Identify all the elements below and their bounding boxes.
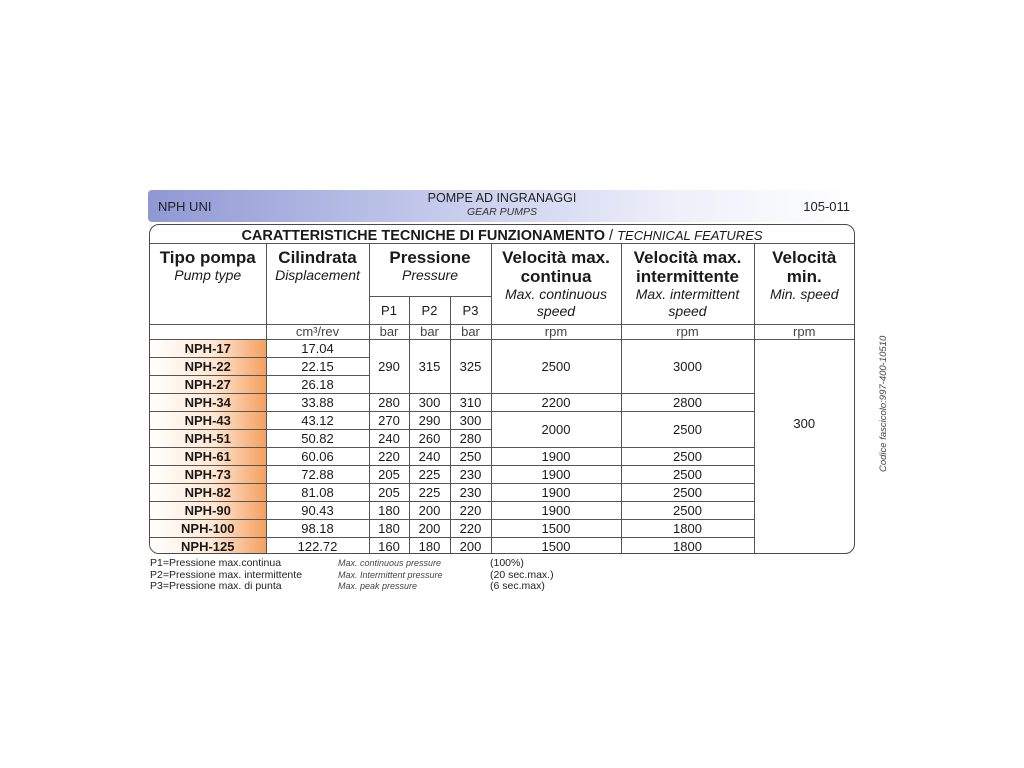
displacement-cell: 90.43 [266, 502, 369, 520]
col-header-p2: P2 [409, 297, 450, 325]
table-row [150, 538, 854, 555]
int-speed-cell: 2500 [621, 448, 754, 466]
col-header-displacement: Cilindrata Displacement [266, 244, 369, 325]
footnote-en: Max. Intermittent pressure [338, 569, 443, 580]
model-cell: NPH-34 [150, 394, 266, 412]
table-row [150, 412, 854, 430]
footnote-value: (100%) [490, 557, 524, 569]
p1-cell: 270 [369, 412, 409, 430]
p1-cell: 290 [369, 340, 409, 394]
unit-p2: bar [409, 325, 450, 340]
unit-p1: bar [369, 325, 409, 340]
displacement-cell: 81.08 [266, 484, 369, 502]
displacement-cell: 17.04 [266, 340, 369, 358]
table-row [150, 340, 854, 358]
cont-speed-cell: 1500 [491, 520, 621, 538]
displacement-cell: 50.82 [266, 430, 369, 448]
unit-p3: bar [450, 325, 491, 340]
footnote-value: (6 sec.max) [490, 580, 545, 592]
p2-cell: 315 [409, 340, 450, 394]
cont-speed-cell: 1900 [491, 466, 621, 484]
footnote-en: Max. continuous pressure [338, 558, 442, 568]
technical-table [150, 243, 854, 554]
series-label: NPH UNI [158, 199, 212, 214]
col-header-p3: P3 [450, 297, 491, 325]
footnote-en: Max. peak pressure [338, 581, 418, 591]
int-speed-cell: 1800 [621, 520, 754, 538]
unit-cont: rpm [491, 325, 621, 340]
displacement-cell: 26.18 [266, 376, 369, 394]
p2-cell: 300 [409, 394, 450, 412]
p2-cell: 260 [409, 430, 450, 448]
model-cell: NPH-100 [150, 520, 266, 538]
p2-cell: 225 [409, 484, 450, 502]
p1-cell: 180 [369, 502, 409, 520]
features-table-frame [149, 224, 855, 554]
footnote-it: P3=Pressione max. di punta [150, 580, 282, 592]
banner-title [148, 191, 856, 219]
p2-cell: 200 [409, 520, 450, 538]
int-speed-cell: 2500 [621, 412, 754, 448]
table-row [150, 520, 854, 538]
p2-cell: 290 [409, 412, 450, 430]
section-separator: / [605, 228, 618, 244]
cont-speed-cell: 1500 [491, 538, 621, 555]
model-cell: NPH-82 [150, 484, 266, 502]
p1-cell: 180 [369, 520, 409, 538]
footnote-value: (20 sec.max.) [490, 568, 554, 581]
int-speed-cell: 2500 [621, 502, 754, 520]
cont-speed-cell: 1900 [491, 448, 621, 466]
p3-cell: 230 [450, 484, 491, 502]
unit-empty [150, 325, 266, 340]
min-speed-cell: 300 [754, 340, 854, 555]
unit-displacement: cm³/rev [266, 325, 369, 340]
int-speed-cell: 2500 [621, 484, 754, 502]
p3-cell: 250 [450, 448, 491, 466]
model-cell: NPH-61 [150, 448, 266, 466]
title-italian: POMPE AD INGRANAGGI [427, 191, 577, 205]
p3-cell: 325 [450, 340, 491, 394]
p1-cell: 280 [369, 394, 409, 412]
displacement-cell: 122.72 [266, 538, 369, 555]
model-cell: NPH-125 [150, 538, 266, 555]
p1-cell: 205 [369, 484, 409, 502]
section-title-en: TECHNICAL FEATURES [617, 228, 763, 243]
model-cell: NPH-43 [150, 412, 266, 430]
unit-int: rpm [621, 325, 754, 340]
col-header-type: Tipo pompa Pump type [150, 244, 266, 325]
model-cell: NPH-22 [150, 358, 266, 376]
cont-speed-cell: 1900 [491, 502, 621, 520]
p3-cell: 310 [450, 394, 491, 412]
displacement-cell: 22.15 [266, 358, 369, 376]
p3-cell: 230 [450, 466, 491, 484]
cont-speed-cell: 1900 [491, 484, 621, 502]
col-header-min-speed: Velocità min. Min. speed [754, 244, 854, 325]
model-cell: NPH-73 [150, 466, 266, 484]
displacement-cell: 33.88 [266, 394, 369, 412]
footnote-row [150, 581, 670, 593]
section-title-it: CARATTERISTICHE TECNICHE DI FUNZIONAMENTO [241, 228, 606, 244]
model-cell: NPH-17 [150, 340, 266, 358]
int-speed-cell: 2500 [621, 466, 754, 484]
p3-cell: 220 [450, 502, 491, 520]
p2-cell: 225 [409, 466, 450, 484]
p3-cell: 280 [450, 430, 491, 448]
page-code: 105-011 [803, 199, 850, 214]
int-speed-cell: 1800 [621, 538, 754, 555]
cont-speed-cell: 2200 [491, 394, 621, 412]
displacement-cell: 98.18 [266, 520, 369, 538]
int-speed-cell: 3000 [621, 340, 754, 394]
p1-cell: 160 [369, 538, 409, 555]
table-row [150, 466, 854, 484]
cont-speed-cell: 2500 [491, 340, 621, 394]
displacement-cell: 43.12 [266, 412, 369, 430]
p2-cell: 200 [409, 502, 450, 520]
int-speed-cell: 2800 [621, 394, 754, 412]
footnote-row [150, 558, 670, 570]
displacement-cell: 60.06 [266, 448, 369, 466]
col-header-p1: P1 [369, 297, 409, 325]
p2-cell: 240 [409, 448, 450, 466]
title-english: GEAR PUMPS [466, 206, 537, 218]
p1-cell: 240 [369, 430, 409, 448]
model-cell: NPH-51 [150, 430, 266, 448]
col-header-pressure: Pressione Pressure [369, 244, 491, 297]
p2-cell: 180 [409, 538, 450, 555]
p3-cell: 300 [450, 412, 491, 430]
col-header-intermittent-speed: Velocità max. intermittente Max. intermittent speed [621, 244, 754, 325]
document-code: Codice fascicolo:997-400-10510 [878, 335, 889, 472]
table-row [150, 502, 854, 520]
cont-speed-cell: 2000 [491, 412, 621, 448]
footnotes [150, 558, 670, 593]
col-header-continuous-speed: Velocità max. continua Max. continuous speed [491, 244, 621, 325]
p1-cell: 220 [369, 448, 409, 466]
header-banner [148, 190, 856, 222]
p3-cell: 200 [450, 538, 491, 555]
footnote-it: P2=Pressione max. intermittente [150, 568, 303, 581]
displacement-cell: 72.88 [266, 466, 369, 484]
footnote-it: P1=Pressione max.continua [150, 557, 282, 569]
section-title [150, 228, 854, 244]
model-cell: NPH-90 [150, 502, 266, 520]
table-row [150, 484, 854, 502]
table-row [150, 394, 854, 412]
p1-cell: 205 [369, 466, 409, 484]
model-cell: NPH-27 [150, 376, 266, 394]
p3-cell: 220 [450, 520, 491, 538]
table-row [150, 448, 854, 466]
unit-min: rpm [754, 325, 854, 340]
